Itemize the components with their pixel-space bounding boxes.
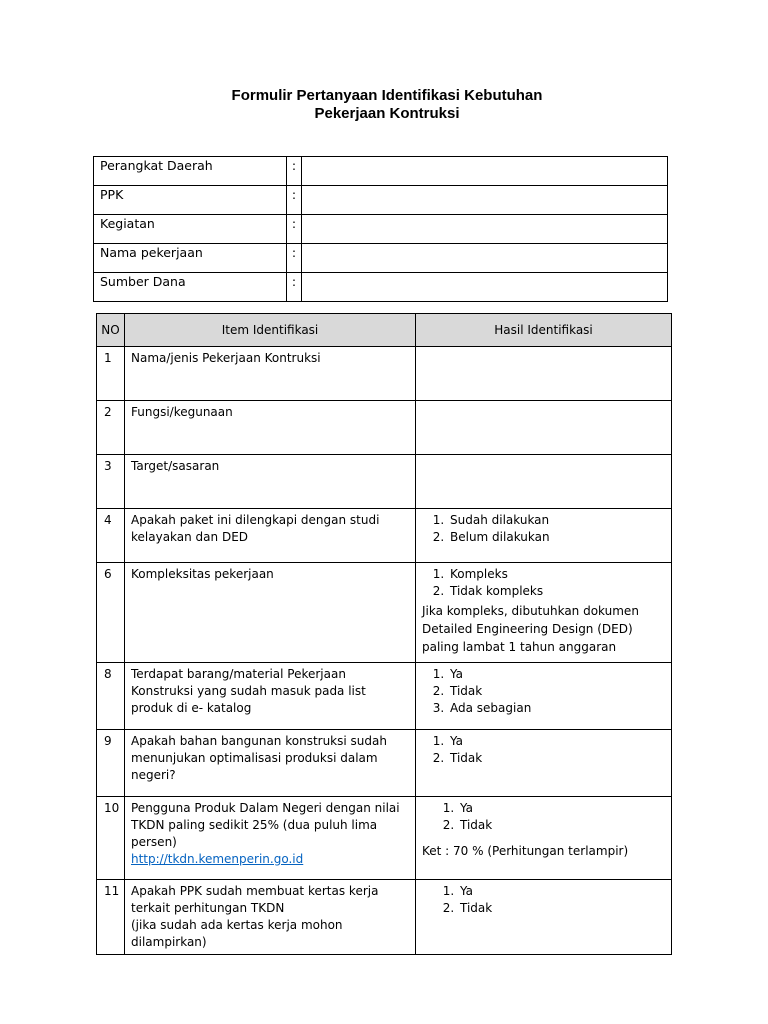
row-no: 9 [97,730,125,797]
info-label: Sumber Dana [94,273,287,302]
table-row [97,401,672,455]
row-item [125,880,416,955]
info-value [302,157,668,186]
row-hasil [416,663,672,730]
info-value [302,186,668,215]
complexity-note: Jika kompleks, dibutuhkan dokumen Detailed Engineering Design (DED) paling lambat 1 tahun anggaran [422,604,639,654]
table-row [97,730,672,797]
row-hasil [416,730,672,797]
option-item: 2. Tidak [458,817,665,834]
option-item: 2. Tidak [448,750,665,767]
option-item: 2. Tidak [458,900,665,917]
header-hasil: Hasil Identifikasi [416,314,672,347]
tkdn-link[interactable]: http://tkdn.kemenperin.go.id [131,852,304,866]
info-colon: : [287,157,302,186]
row-item: Terdapat barang/material Pekerjaan Konstruksi yang sudah masuk pada list produk di e- katalog [125,663,416,730]
table-row [97,880,672,955]
form-title [0,87,768,123]
row-no: 3 [97,455,125,509]
table-row [97,663,672,730]
row-no: 6 [97,563,125,663]
info-row [94,244,668,273]
row-hasil [416,880,672,955]
option-item: 1. Ya [458,883,665,900]
option-item: 2. Belum dilakukan [448,529,665,546]
row-item-note: (jika sudah ada kertas kerja mohon dilampirkan) [131,918,343,949]
info-row [94,157,668,186]
row-item-text: Pengguna Produk Dalam Negeri dengan nilai TKDN paling sedikit 25% (dua puluh lima persen) [131,801,400,849]
info-label: Kegiatan [94,215,287,244]
info-label: Perangkat Daerah [94,157,287,186]
form-title-line2: Pekerjaan Kontruksi [314,105,460,122]
info-colon: : [287,186,302,215]
info-colon: : [287,215,302,244]
ket-note: Ket : 70 % (Perhitungan terlampir) [422,844,629,858]
info-row [94,273,668,302]
option-item: 1. Ya [458,800,665,817]
info-label: Nama pekerjaan [94,244,287,273]
row-item: Fungsi/kegunaan [125,401,416,455]
row-hasil [416,455,672,509]
row-item [125,797,416,880]
option-list [422,733,665,767]
info-label: PPK [94,186,287,215]
option-list [422,883,665,917]
row-no: 2 [97,401,125,455]
option-list [422,800,665,834]
info-row [94,186,668,215]
header-no: NO [97,314,125,347]
row-no: 8 [97,663,125,730]
row-item: Apakah paket ini dilengkapi dengan studi kelayakan dan DED [125,509,416,563]
header-item: Item Identifikasi [125,314,416,347]
row-hasil [416,509,672,563]
row-hasil [416,347,672,401]
option-item: 1. Kompleks [448,566,665,583]
row-item: Apakah bahan bangunan konstruksi sudah menunjukan optimalisasi produksi dalam negeri? [125,730,416,797]
option-list [422,666,665,717]
option-item: 1. Sudah dilakukan [448,512,665,529]
info-colon: : [287,273,302,302]
option-item: 2. Tidak kompleks [448,583,665,600]
info-row [94,215,668,244]
row-hasil [416,563,672,663]
table-row [97,797,672,880]
table-row [97,347,672,401]
info-colon: : [287,244,302,273]
option-item: 1. Ya [448,733,665,750]
info-value [302,215,668,244]
info-value [302,273,668,302]
row-hasil [416,797,672,880]
table-row [97,509,672,563]
row-no: 1 [97,347,125,401]
row-item-text: Apakah PPK sudah membuat kertas kerja terkait perhitungan TKDN [131,884,379,915]
row-item: Target/sasaran [125,455,416,509]
option-item: 2. Tidak [448,683,665,700]
identification-table [96,313,672,955]
row-hasil [416,401,672,455]
option-list [422,566,665,600]
row-item: Nama/jenis Pekerjaan Kontruksi [125,347,416,401]
info-table [93,156,668,302]
option-item: 3. Ada sebagian [448,700,665,717]
row-item: Kompleksitas pekerjaan [125,563,416,663]
info-value [302,244,668,273]
row-no: 10 [97,797,125,880]
table-header-row [97,314,672,347]
option-list [422,512,665,546]
form-title-line1: Formulir Pertanyaan Identifikasi Kebutuhan [231,87,543,104]
row-no: 4 [97,509,125,563]
table-row [97,563,672,663]
row-no: 11 [97,880,125,955]
table-row [97,455,672,509]
option-item: 1. Ya [448,666,665,683]
